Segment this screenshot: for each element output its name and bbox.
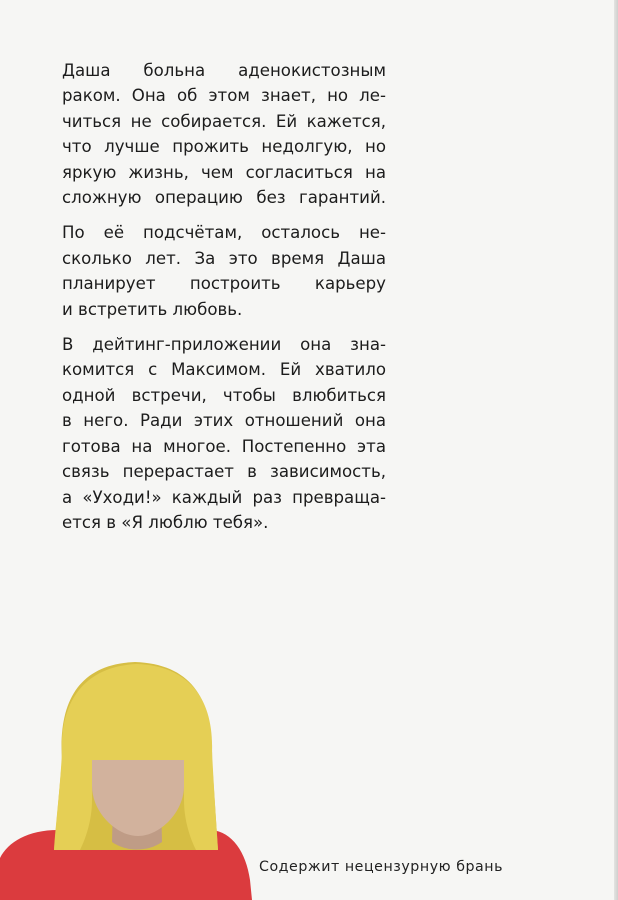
blurb-line: связь перерастает в зависимость, xyxy=(62,462,386,482)
blurb-line: планирует построить карьеру xyxy=(62,274,386,294)
blurb-line: и встретить любовь. xyxy=(62,299,243,319)
profanity-warning: Содержит нецензурную брань xyxy=(259,859,504,875)
woman-hair-bangs xyxy=(62,664,212,760)
blurb-line: а «Уходи!» каждый раз превраща- xyxy=(62,487,386,507)
blurb-line: сложную операцию без гарантий. xyxy=(62,188,386,208)
blurb-line: читься не собирается. Ей кажется, xyxy=(62,111,386,131)
blurb-line: в него. Ради этих отношений она xyxy=(62,411,386,431)
blurb-line: В дейтинг-приложении она зна- xyxy=(62,335,386,355)
blurb-line: сколько лет. За это время Даша xyxy=(62,248,386,268)
blurb-line: готова на многое. Постепенно эта xyxy=(62,436,386,456)
blurb-line: комится с Максимом. Ей хватило xyxy=(62,360,386,380)
blurb-line: что лучше прожить недолгую, но xyxy=(62,137,386,157)
blurb-line: ется в «Я люблю тебя». xyxy=(62,512,269,532)
blurb-line: раком. Она об этом знает, но ле- xyxy=(62,86,386,106)
blurb-line: одной встречи, чтобы влюбиться xyxy=(62,385,386,405)
blurb-line: Даша больна аденокистозным xyxy=(62,61,386,80)
blurb-line: По её подсчётам, осталось не- xyxy=(62,223,386,243)
blurb-line: яркую жизнь, чем согласиться на xyxy=(62,162,386,182)
cover-edge xyxy=(614,0,618,900)
